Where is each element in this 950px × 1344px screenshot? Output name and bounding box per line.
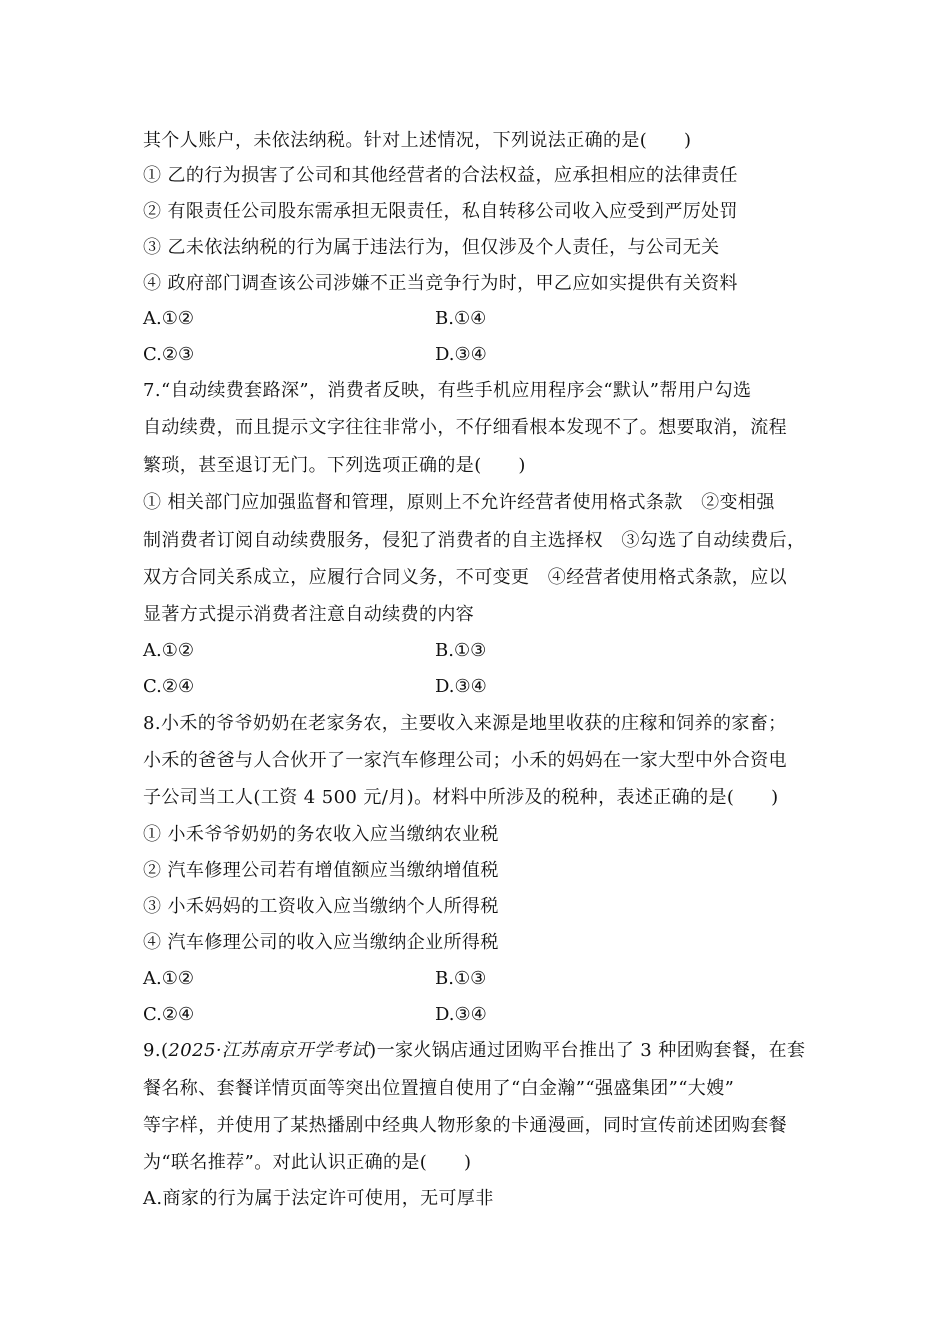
- q7-line-7: 显著方式提示消费者注意自动续费的内容: [143, 604, 475, 625]
- q9-option-a: A.商家的行为属于法定许可使用，无可厚非: [143, 1188, 494, 1209]
- q7-line-2: 自动续费，而且提示文字往往非常小，不仔细看根本发现不了。想要取消，流程: [143, 417, 787, 438]
- q9-source: 2025·江苏南京开学考试: [168, 1040, 370, 1061]
- q9-number: 9.(: [143, 1040, 169, 1061]
- q6-option-b: B.①④: [435, 308, 487, 329]
- q6-option-d: D.③④: [435, 344, 487, 365]
- q6-item-1: ① 乙的行为损害了公司和其他经营者的合法权益，应承担相应的法律责任: [143, 165, 738, 186]
- q9-line-3: 等字样，并使用了某热播剧中经典人物形象的卡通漫画，同时宣传前述团购套餐: [143, 1115, 787, 1136]
- q7-line-1: 7.“自动续费套路深”，消费者反映，有些手机应用程序会“默认”帮用户勾选: [143, 380, 752, 401]
- q8-option-b: B.①③: [435, 968, 487, 989]
- q7-option-c: C.②④: [143, 676, 195, 697]
- q7-option-d: D.③④: [435, 676, 487, 697]
- q8-option-a: A.①②: [143, 968, 194, 989]
- q6-item-2: ② 有限责任公司股东需承担无限责任，私自转移公司收入应受到严厉处罚: [143, 201, 738, 222]
- q9-line-1: [143, 1039, 805, 1063]
- q9-line-4: 为“联名推荐”。对此认识正确的是( ): [143, 1152, 472, 1173]
- q7-option-b: B.①③: [435, 640, 487, 661]
- q6-stem-continuation: 其个人账户，未依法纳税。针对上述情况，下列说法正确的是( ): [143, 130, 692, 151]
- q6-option-c: C.②③: [143, 344, 195, 365]
- q8-item-1: ① 小禾爷爷奶奶的务农收入应当缴纳农业税: [143, 824, 499, 845]
- q8-item-2: ② 汽车修理公司若有增值额应当缴纳增值税: [143, 860, 499, 881]
- q8-option-c: C.②④: [143, 1004, 195, 1025]
- q8-line-2: 小禾的爸爸与人合伙开了一家汽车修理公司；小禾的妈妈在一家大型中外合资电: [143, 750, 787, 771]
- q9-line-2: 餐名称、套餐详情页面等突出位置擅自使用了“白金瀚”“强盛集团”“大嫂”: [143, 1078, 735, 1099]
- q8-line-3: 子公司当工人(工资 4 500 元/月)。材料中所涉及的税种，表述正确的是( ): [143, 787, 779, 808]
- q7-line-3: 繁琐，甚至退订无门。下列选项正确的是( ): [143, 455, 526, 476]
- q8-item-3: ③ 小禾妈妈的工资收入应当缴纳个人所得税: [143, 896, 499, 917]
- q8-option-d: D.③④: [435, 1004, 487, 1025]
- q7-option-a: A.①②: [143, 640, 194, 661]
- q6-item-4: ④ 政府部门调查该公司涉嫌不正当竞争行为时，甲乙应如实提供有关资料: [143, 273, 738, 294]
- q7-line-6: 双方合同关系成立，应履行合同义务，不可变更 ④经营者使用格式条款，应以: [143, 567, 787, 588]
- q7-line-5: 制消费者订阅自动续费服务，侵犯了消费者的自主选择权 ③勾选了自动续费后，: [143, 530, 806, 551]
- q8-item-4: ④ 汽车修理公司的收入应当缴纳企业所得税: [143, 932, 499, 953]
- q6-item-3: ③ 乙未依法纳税的行为属于违法行为，但仅涉及个人责任，与公司无关: [143, 237, 720, 258]
- q9-stem-start: )一家火锅店通过团购平台推出了 3 种团购套餐，在套: [369, 1040, 806, 1061]
- q7-line-4: ① 相关部门应加强监督和管理，原则上不允许经营者使用格式条款 ②变相强: [143, 492, 775, 513]
- q8-line-1: 8.小禾的爷爷奶奶在老家务农，主要收入来源是地里收获的庄稼和饲养的家畜；: [143, 713, 787, 734]
- q6-option-a: A.①②: [143, 308, 194, 329]
